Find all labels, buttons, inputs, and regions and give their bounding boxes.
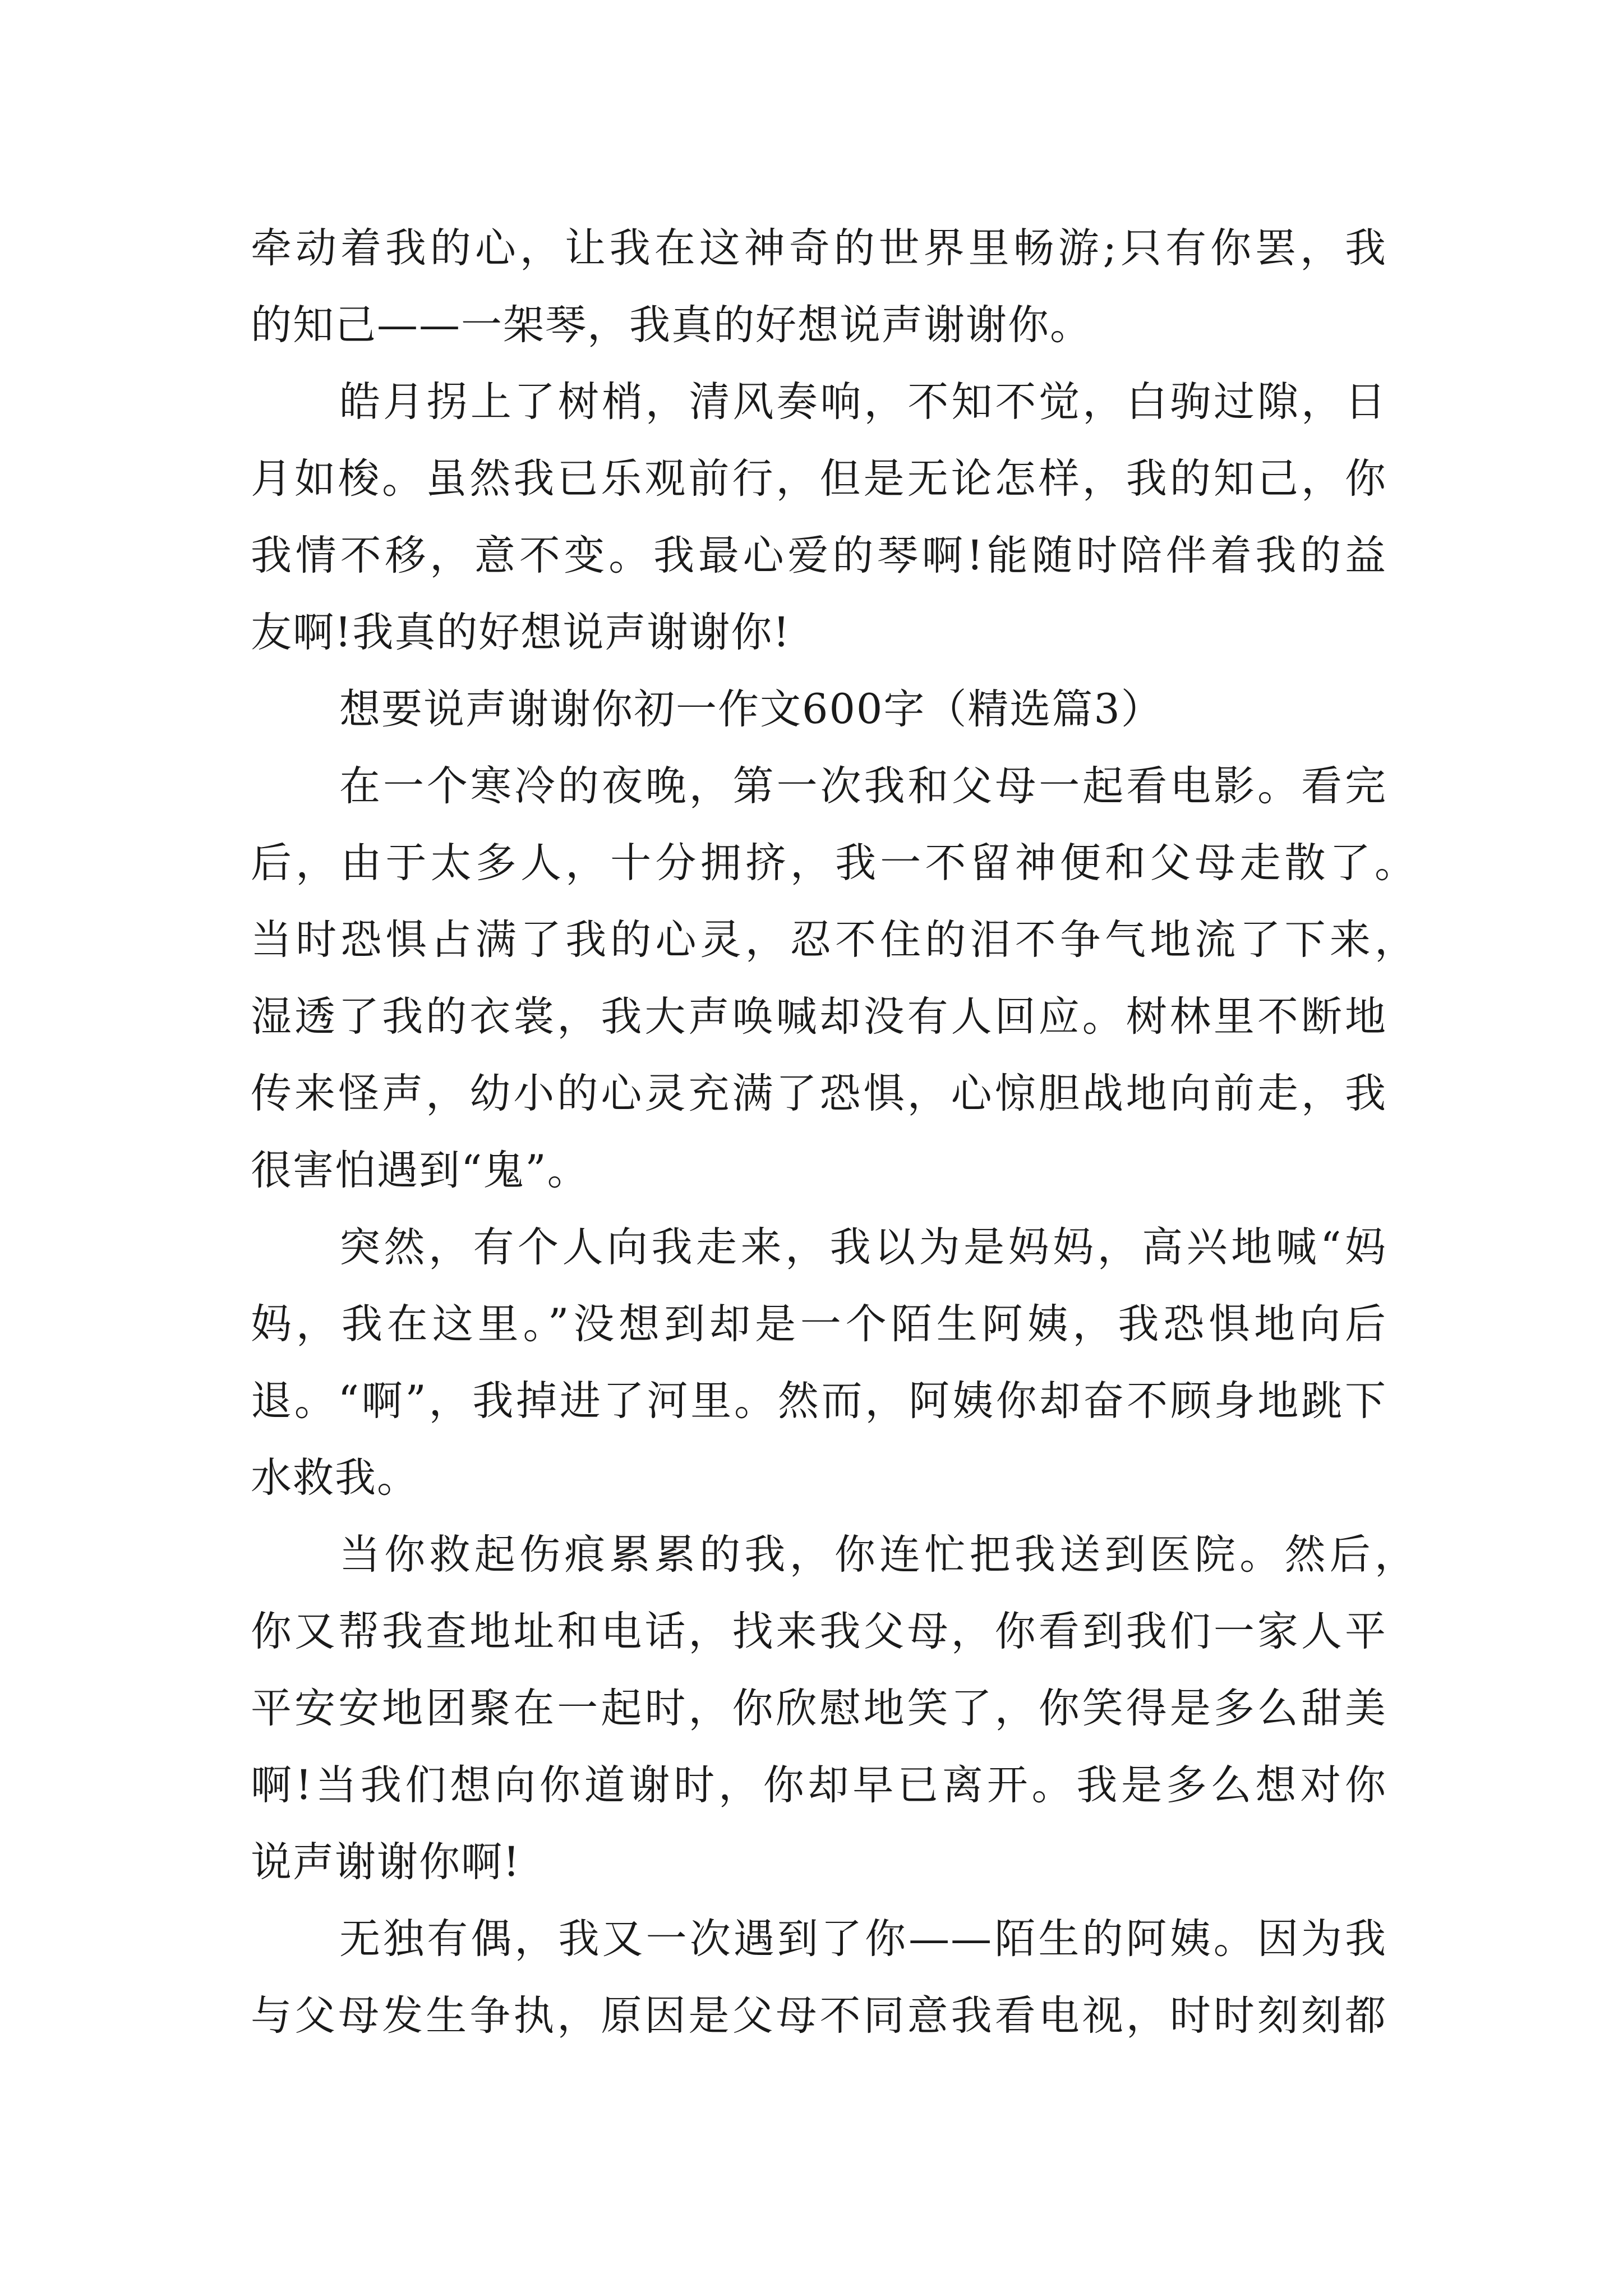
text-line: 牵动着我的心，让我在这神奇的世界里畅游;只有你罢，我 xyxy=(251,224,1387,272)
text-line: 平安安地团聚在一起时，你欣慰地笑了，你笑得是多么甜美 xyxy=(251,1685,1387,1732)
text-line: 月如梭。虽然我已乐观前行，但是无论怎样，我的知己，你 xyxy=(251,455,1387,503)
text-line: 无独有偶，我又一次遇到了你——陌生的阿姨。因为我 xyxy=(339,1915,1387,1963)
heading-text: 想要说声谢谢你初一作文600字（精选篇3） xyxy=(339,685,1163,733)
text-line: 啊!当我们想向你道谢时，你却早已离开。我是多么想对你 xyxy=(251,1761,1387,1809)
text-line: 湿透了我的衣裳，我大声唤喊却没有人回应。树林里不断地 xyxy=(251,993,1387,1041)
text-line: 说声谢谢你啊! xyxy=(251,1838,521,1886)
document-body xyxy=(251,210,1417,2054)
paragraph xyxy=(251,364,1417,671)
text-line: 你又帮我查地址和电话，找来我父母，你看到我们一家人平 xyxy=(251,1608,1387,1655)
text-line: 当你救起伤痕累累的我，你连忙把我送到医院。然后， xyxy=(339,1531,1417,1579)
text-line: 当时恐惧占满了我的心灵，忍不住的泪不争气地流了下来， xyxy=(251,916,1417,964)
text-line: 很害怕遇到“鬼”。 xyxy=(251,1147,589,1194)
paragraph xyxy=(251,748,1417,1209)
text-line: 与父母发生争执，原因是父母不同意我看电视，时时刻刻都 xyxy=(251,1992,1387,2040)
text-line: 友啊!我真的好想说声谢谢你! xyxy=(251,609,791,656)
text-line: 妈，我在这里。”没想到却是一个陌生阿姨，我恐惧地向后 xyxy=(251,1300,1387,1348)
text-line: 在一个寒冷的夜晚，第一次我和父母一起看电影。看完 xyxy=(339,762,1387,810)
text-line: 的知己——一架琴，我真的好想说声谢谢你。 xyxy=(251,301,1092,349)
text-line: 传来怪声，幼小的心灵充满了恐惧，心惊胆战地向前走，我 xyxy=(251,1070,1387,1117)
paragraph xyxy=(251,1209,1417,1516)
text-line: 我情不移，意不变。我最心爱的琴啊!能随时陪伴着我的益 xyxy=(251,532,1387,579)
paragraph xyxy=(251,210,1417,364)
section-heading xyxy=(251,671,1417,748)
text-line: 突然，有个人向我走来，我以为是妈妈，高兴地喊“妈 xyxy=(339,1223,1387,1271)
text-line: 退。“啊”，我掉进了河里。然而，阿姨你却奋不顾身地跳下 xyxy=(251,1377,1387,1425)
text-line: 后，由于太多人，十分拥挤，我一不留神便和父母走散了。 xyxy=(251,839,1417,887)
paragraph xyxy=(251,1516,1417,1901)
text-line: 水救我。 xyxy=(251,1454,419,1502)
paragraph xyxy=(251,1901,1417,2054)
text-line: 皓月拐上了树梢，清风奏响，不知不觉，白驹过隙，日 xyxy=(339,378,1387,426)
